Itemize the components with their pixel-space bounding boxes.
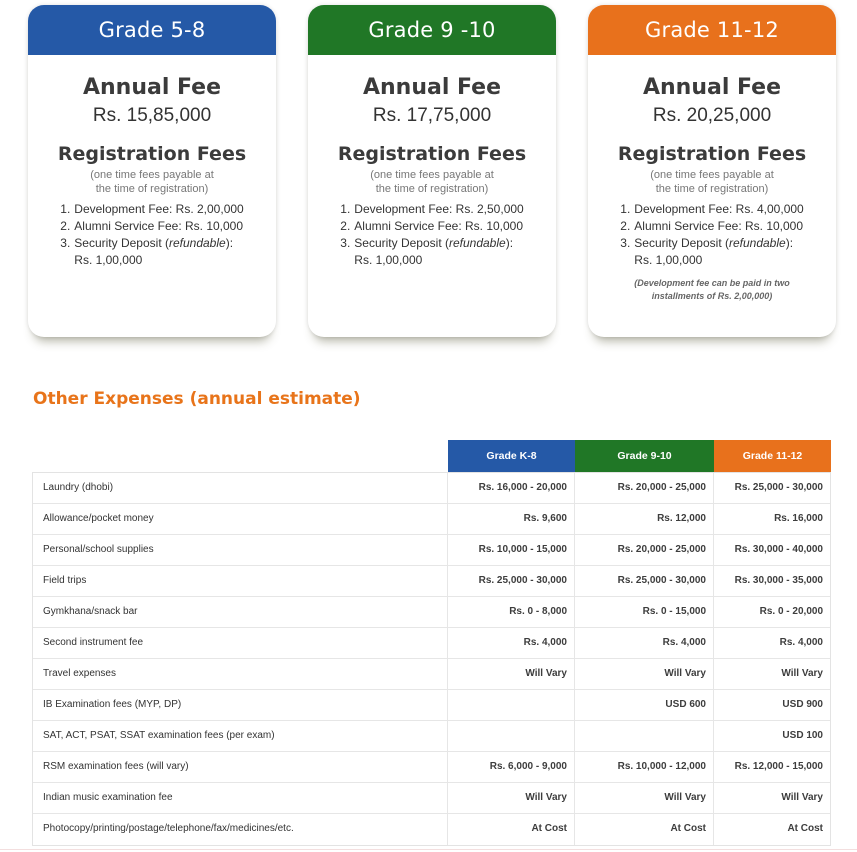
table-row [33, 597, 830, 628]
registration-note-line: the time of registration) [375, 183, 489, 195]
table-cell: USD 900 [782, 699, 823, 710]
table-row [33, 473, 830, 504]
registration-note [308, 168, 556, 196]
registration-fee-list [60, 201, 243, 269]
row-label: Laundry (dhobi) [33, 473, 448, 503]
column-header-grade-k-8: Grade K-8 [448, 440, 575, 472]
item-text: Alumni Service Fee: Rs. 10,000 [354, 219, 524, 233]
table-cell: Rs. 9,600 [448, 504, 575, 534]
registration-note-line: (one time fees payable at [370, 169, 494, 181]
table-cell: Rs. 10,000 - 15,000 [448, 535, 575, 565]
table-cell: Rs. 30,000 - 35,000 [734, 575, 823, 586]
table-row [33, 659, 830, 690]
item-number: 2. [340, 219, 351, 233]
row-label: SAT, ACT, PSAT, SSAT examination fees (per exam) [33, 721, 448, 751]
table-cell: Will Vary [448, 783, 575, 813]
row-label: RSM examination fees (will vary) [33, 752, 448, 782]
table-cell: Rs. 20,000 - 25,000 [575, 473, 714, 503]
registration-fee-list [340, 201, 523, 269]
table-row [33, 628, 830, 659]
table-cell [448, 690, 575, 720]
list-item [340, 201, 523, 218]
table-cell: Rs. 20,000 - 25,000 [575, 535, 714, 565]
table-cell: Rs. 25,000 - 30,000 [575, 566, 714, 596]
annual-fee-label: Annual Fee [82, 75, 222, 100]
table-row [33, 814, 830, 845]
table-cell: Rs. 0 - 15,000 [575, 597, 714, 627]
table-header [32, 440, 831, 472]
divider [0, 849, 857, 850]
table-cell: Rs. 4,000 [575, 628, 714, 658]
table-row [33, 783, 830, 814]
list-item [340, 218, 523, 235]
development-fee-note [588, 277, 836, 303]
registration-note [28, 168, 276, 196]
item-text: Development Fee: Rs. 2,50,000 [354, 202, 524, 216]
table-cell [448, 721, 575, 751]
item-text: Alumni Service Fee: Rs. 10,000 [74, 219, 244, 233]
column-header-grade-11-12: Grade 11-12 [714, 440, 831, 472]
row-label: Travel expenses [33, 659, 448, 689]
fee-card-grade-11-12 [588, 5, 836, 337]
table-cell: Rs. 12,000 [575, 504, 714, 534]
row-label: IB Examination fees (MYP, DP) [33, 690, 448, 720]
table-cell: Will Vary [575, 783, 714, 813]
table-cell: Rs. 25,000 - 30,000 [448, 566, 575, 596]
item-text: Security Deposit (refundable): Rs. 1,00,000 [354, 236, 514, 267]
row-label: Field trips [33, 566, 448, 596]
card-header: Grade 5-8 [28, 5, 276, 55]
development-fee-note-line: installments of Rs. 2,00,000) [651, 291, 773, 301]
table-cell: USD 600 [575, 690, 714, 720]
table-cell [575, 721, 714, 751]
table-cell: At Cost [575, 814, 714, 845]
table-row [33, 535, 830, 566]
registration-fees-label: Registration Fees [337, 143, 527, 165]
row-label: Second instrument fee [33, 628, 448, 658]
registration-note-line: (one time fees payable at [90, 169, 214, 181]
registration-fees-label: Registration Fees [57, 143, 247, 165]
other-expenses-table [32, 440, 831, 846]
table-cell: Rs. 25,000 - 30,000 [734, 482, 823, 493]
item-number: 3. [620, 236, 631, 250]
fee-card-grade-5-8 [28, 5, 276, 337]
fee-cards [28, 5, 838, 350]
row-label: Personal/school supplies [33, 535, 448, 565]
table-row [33, 504, 830, 535]
table-body [32, 472, 831, 846]
table-cell: Rs. 12,000 - 15,000 [734, 761, 823, 772]
row-label: Allowance/pocket money [33, 504, 448, 534]
list-item [60, 201, 243, 218]
annual-fee-label: Annual Fee [362, 75, 502, 100]
table-cell: Rs. 4,000 [448, 628, 575, 658]
table-cell: At Cost [448, 814, 575, 845]
table-cell: Will Vary [575, 659, 714, 689]
annual-fee-label: Annual Fee [642, 75, 782, 100]
list-item [620, 201, 803, 218]
item-text: Security Deposit (refundable): Rs. 1,00,000 [74, 236, 234, 267]
item-number: 2. [60, 219, 71, 233]
table-row [33, 690, 830, 721]
item-text: Alumni Service Fee: Rs. 10,000 [634, 219, 804, 233]
table-row [33, 752, 830, 783]
annual-fee-value: Rs. 15,85,000 [92, 105, 212, 126]
table-cell: Will Vary [781, 792, 823, 803]
item-number: 1. [60, 202, 71, 216]
item-text: Development Fee: Rs. 4,00,000 [634, 202, 804, 216]
list-item [60, 218, 243, 235]
registration-note-line: (one time fees payable at [650, 169, 774, 181]
table-cell: Rs. 4,000 [779, 637, 823, 648]
table-cell: Rs. 10,000 - 12,000 [575, 752, 714, 782]
item-text: Development Fee: Rs. 2,00,000 [74, 202, 244, 216]
table-row [33, 566, 830, 597]
item-number: 3. [340, 236, 351, 250]
development-fee-note-line: (Development fee can be paid in two [634, 278, 790, 288]
item-number: 1. [340, 202, 351, 216]
table-cell: USD 100 [782, 730, 823, 741]
card-header: Grade 9 -10 [308, 5, 556, 55]
table-row [33, 721, 830, 752]
table-cell: Rs. 6,000 - 9,000 [448, 752, 575, 782]
column-header-grade-9-10: Grade 9-10 [575, 440, 714, 472]
item-text: Security Deposit (refundable): Rs. 1,00,000 [634, 236, 794, 267]
table-cell: Rs. 30,000 - 40,000 [734, 544, 823, 555]
table-cell: Rs. 16,000 - 20,000 [448, 473, 575, 503]
table-cell: Rs. 16,000 [774, 513, 823, 524]
registration-fee-list [620, 201, 803, 269]
item-number: 1. [620, 202, 631, 216]
registration-note [588, 168, 836, 196]
registration-note-line: the time of registration) [655, 183, 769, 195]
registration-note-line: the time of registration) [95, 183, 209, 195]
annual-fee-value: Rs. 17,75,000 [372, 105, 492, 126]
list-item [620, 218, 803, 235]
list-item [60, 235, 243, 269]
list-item [620, 235, 803, 269]
annual-fee-value: Rs. 20,25,000 [652, 105, 772, 126]
section-title-other-expenses: Other Expenses (annual estimate) [33, 389, 361, 409]
registration-fees-label: Registration Fees [617, 143, 807, 165]
card-header: Grade 11-12 [588, 5, 836, 55]
row-label: Photocopy/printing/postage/telephone/fax/medicines/etc. [33, 814, 448, 845]
table-cell: Rs. 0 - 8,000 [448, 597, 575, 627]
row-label: Gymkhana/snack bar [33, 597, 448, 627]
table-cell: Will Vary [781, 668, 823, 679]
row-label: Indian music examination fee [33, 783, 448, 813]
item-number: 3. [60, 236, 71, 250]
table-cell: At Cost [787, 823, 823, 834]
list-item [340, 235, 523, 269]
table-cell: Rs. 0 - 20,000 [759, 606, 823, 617]
item-number: 2. [620, 219, 631, 233]
table-cell: Will Vary [448, 659, 575, 689]
fee-card-grade-9-10 [308, 5, 556, 337]
